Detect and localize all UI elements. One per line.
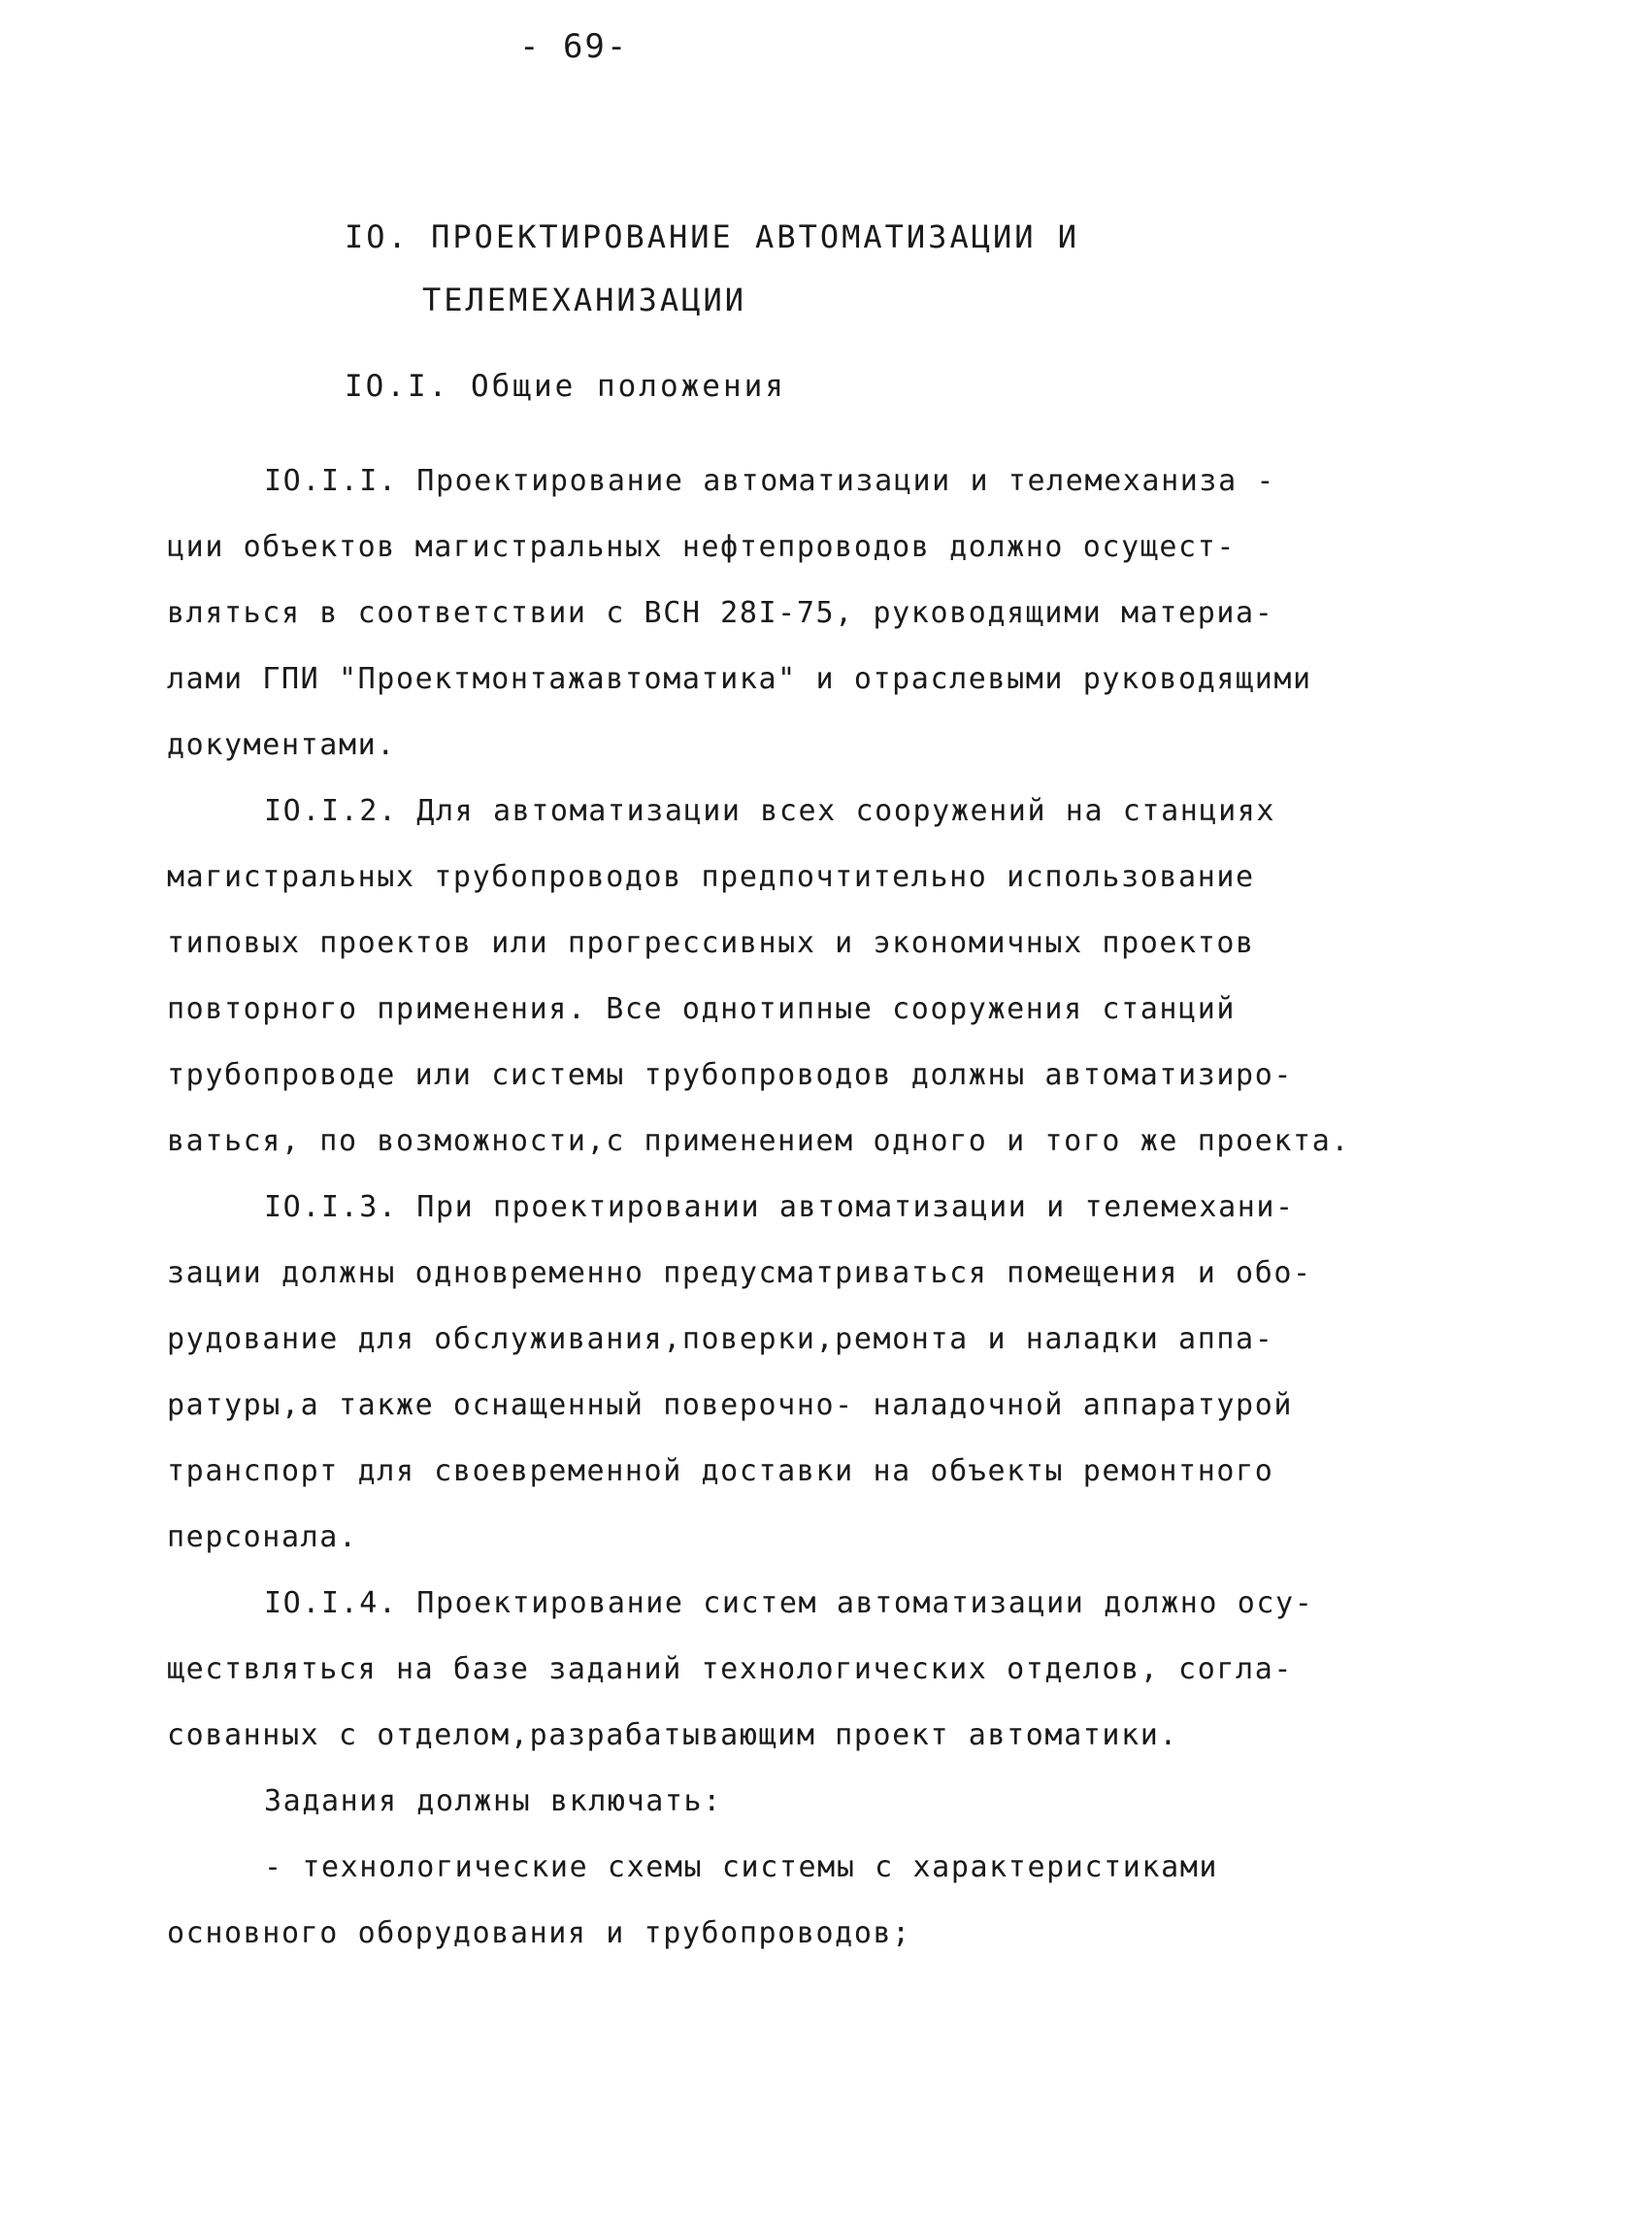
paragraph-line: вляться в соответствии с ВСН 28I-75, руководящими материа- <box>167 596 1274 630</box>
paragraph-line: транспорт для своевременной доставки на объекты ремонтного <box>167 1454 1274 1488</box>
paragraph-line: документами. <box>167 728 396 762</box>
paragraph-line: ваться, по возможности,с применением одного и того же проекта. <box>167 1124 1351 1158</box>
list-item-line: - технологические схемы системы с характеристиками <box>264 1850 1219 1884</box>
paragraph-line: IO.I.I. Проектирование автоматизации и телемеханиза - <box>264 464 1276 498</box>
paragraph-line: ратуры,а также оснащенный поверочно- наладочной аппаратурой <box>167 1388 1294 1422</box>
paragraph-line: повторного применения. Все однотипные сооружения станций <box>167 992 1237 1026</box>
section-title-line-1: IO. ПРОЕКТИРОВАНИЕ АВТОМАТИЗАЦИИ И <box>345 218 1080 255</box>
paragraph-line: IO.I.3. При проектировании автоматизации и телемехани- <box>264 1190 1295 1224</box>
paragraph-line: рудование для обслуживания,поверки,ремонта и наладки аппа- <box>167 1322 1274 1356</box>
subsection-title: IO.I. Общие положения <box>345 369 786 404</box>
paragraph-line: зации должны одновременно предусматриваться помещения и обо- <box>167 1256 1312 1290</box>
paragraph-line: Задания должны включать: <box>264 1784 722 1818</box>
paragraph-line: трубопроводе или системы трубопроводов должны автоматизиро- <box>167 1058 1294 1092</box>
paragraph-line: ществляться на базе заданий технологических отделов, согла- <box>167 1652 1294 1686</box>
paragraph-line: ции объектов магистральных нефтепроводов должно осущест- <box>167 530 1237 564</box>
section-title-line-2: ТЕЛЕМЕХАНИЗАЦИИ <box>422 282 746 318</box>
paragraph-line: IO.I.2. Для автоматизации всех сооружений на станциях <box>264 794 1276 828</box>
list-item-line: основного оборудования и трубопроводов; <box>167 1916 911 1950</box>
paragraph-line: IO.I.4. Проектирование систем автоматизации должно осу- <box>264 1586 1314 1620</box>
paragraph-line: лами ГПИ "Проектмонтажавтоматика" и отраслевыми руководящими <box>167 662 1312 696</box>
paragraph-line: типовых проектов или прогрессивных и экономичных проектов <box>167 926 1255 960</box>
paragraph-line: персонала. <box>167 1520 358 1554</box>
page-number: - 69- <box>519 27 629 66</box>
paragraph-line: магистральных трубопроводов предпочтительно использование <box>167 860 1255 894</box>
paragraph-line: сованных с отделом,разрабатывающим проект автоматики. <box>167 1718 1179 1752</box>
